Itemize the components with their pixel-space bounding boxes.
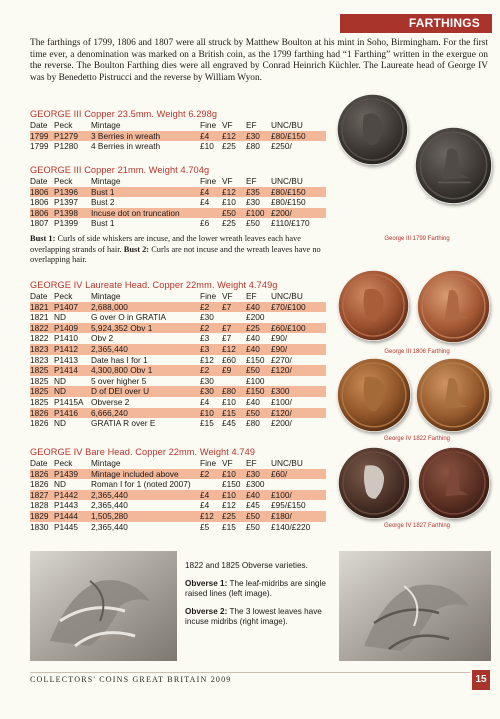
cell-ef: £150 — [246, 386, 265, 397]
table-title: GEORGE IV Laureate Head. Copper 22mm. Weight 4.749g — [30, 280, 278, 290]
cell-ef: £50 — [246, 521, 260, 532]
obverse-1-label: Obverse 1: — [185, 578, 228, 588]
caption-1822: George IV 1822 Farthing — [383, 436, 451, 442]
cell-unc: £80/£150 — [271, 186, 306, 197]
bust-note — [30, 234, 334, 266]
cell-vf: £12 — [222, 500, 236, 511]
cell-ef: £50 — [246, 218, 260, 229]
cell-mintage: 2,688,000 — [91, 301, 128, 312]
cell-date: 1826 — [30, 418, 49, 429]
cell-mintage: 2,365,440 — [91, 521, 128, 532]
cell-fine — [200, 479, 222, 490]
cell-date: 1829 — [30, 510, 49, 521]
cell-vf: £10 — [222, 468, 236, 479]
cell-ef: £40 — [246, 333, 260, 344]
cell-peck: P1407 — [54, 301, 78, 312]
price-table-george3-1799 — [30, 109, 326, 152]
cell-fine: £2 — [200, 322, 210, 333]
cell-mintage: 4,300,800 Obv 1 — [91, 365, 153, 376]
cell-ef: £40 — [246, 301, 260, 312]
cell-mintage: GRATIA R over E — [91, 418, 156, 429]
cell-fine: £12 — [200, 510, 214, 521]
cell-unc: £60/ — [271, 468, 288, 479]
section-tab: FARTHINGS — [340, 14, 492, 33]
cell-unc: £60/£100 — [271, 322, 306, 333]
cell-vf: £10 — [222, 489, 236, 500]
cell-fine: £4 — [200, 489, 210, 500]
table-title: GEORGE III Copper 21mm. Weight 4.704g — [30, 165, 210, 175]
table-title: GEORGE IV Bare Head. Copper 22mm. Weight 4.749 — [30, 447, 256, 457]
cell-vf: £12 — [222, 130, 236, 141]
cell-fine: £2 — [200, 468, 210, 479]
cell-date: 1821 — [30, 312, 49, 323]
cell-peck: ND — [54, 386, 66, 397]
cell-mintage: D of DEI over U — [91, 386, 150, 397]
cell-ef: £300 — [246, 479, 265, 490]
cell-fine: £12 — [200, 354, 214, 365]
cell-peck: P1399 — [54, 218, 78, 229]
header-ef: EF — [246, 291, 257, 301]
cell-unc: £180/ — [271, 510, 292, 521]
cell-mintage: 2,365,440 — [91, 343, 128, 354]
cell-mintage: 2,365,440 — [91, 489, 128, 500]
cell-date: 1825 — [30, 375, 49, 386]
cell-mintage: Obv 2 — [91, 333, 114, 344]
cell-mintage: 4 Berries in wreath — [91, 141, 161, 152]
table-row — [30, 418, 326, 429]
obverse-2-detail-image — [339, 551, 491, 661]
cell-peck: P1416 — [54, 407, 78, 418]
cell-fine: £4 — [200, 197, 210, 208]
cell-ef: £100 — [246, 375, 265, 386]
cell-date: 1806 — [30, 186, 49, 197]
cell-mintage: 3 Berries in wreath — [91, 130, 161, 141]
cell-peck: P1445 — [54, 521, 78, 532]
cell-peck: P1412 — [54, 343, 78, 354]
header-vf: VF — [222, 176, 233, 186]
cell-ef: £50 — [246, 365, 260, 376]
table-row — [30, 333, 326, 344]
cell-mintage: 5 over higher 5 — [91, 375, 147, 386]
table-header — [30, 120, 326, 131]
table-header — [30, 176, 326, 187]
bust1-text: Curls of side whiskers are incuse, and the lower wreath leaves each have overlapping strands of hair. — [30, 234, 301, 254]
cell-ef: £40 — [246, 343, 260, 354]
table-title: GEORGE III Copper 23.5mm. Weight 6.298g — [30, 109, 218, 119]
cell-ef: £35 — [246, 186, 260, 197]
coin-1799-reverse-image — [415, 127, 492, 204]
cell-ef: £200 — [246, 312, 265, 323]
price-table-george4-bare-head — [30, 447, 326, 532]
table-row — [30, 131, 326, 142]
cell-peck: P1415A — [54, 396, 84, 407]
obverse-1-description — [185, 579, 333, 600]
coin-1822-obverse-image — [337, 358, 411, 432]
cell-ef: £80 — [246, 418, 260, 429]
cell-mintage: 6,666,240 — [91, 407, 128, 418]
table-row — [30, 323, 326, 334]
table-row — [30, 522, 326, 533]
cell-ef: £45 — [246, 500, 260, 511]
cell-unc: £200/ — [271, 207, 292, 218]
cell-date: 1828 — [30, 500, 49, 511]
cell-ef: £40 — [246, 489, 260, 500]
table-row — [30, 479, 326, 490]
cell-peck: P1439 — [54, 468, 78, 479]
header-date: Date — [30, 291, 48, 301]
table-row — [30, 218, 326, 229]
bust2-text: Curls are not incuse and the wreath leaves have no overlapping hair. — [30, 244, 321, 264]
coin-1806-obverse-image — [338, 270, 409, 341]
cell-date: 1823 — [30, 343, 49, 354]
cell-mintage: Bust 2 — [91, 197, 115, 208]
cell-ef: £30 — [246, 197, 260, 208]
header-fine: Fine — [200, 458, 217, 468]
cell-vf: £10 — [222, 396, 236, 407]
cell-peck: P1396 — [54, 186, 78, 197]
cell-peck: ND — [54, 479, 66, 490]
header-ef: EF — [246, 120, 257, 130]
header-ef: EF — [246, 176, 257, 186]
header-date: Date — [30, 176, 48, 186]
header-fine: Fine — [200, 176, 217, 186]
cell-vf: £50 — [222, 207, 236, 218]
header-vf: VF — [222, 458, 233, 468]
header-mintage: Mintage — [91, 458, 121, 468]
cell-peck: P1398 — [54, 207, 78, 218]
cell-vf: £7 — [222, 301, 232, 312]
page-number: 15 — [472, 670, 490, 690]
caption-1827: George IV 1827 Farthing — [383, 523, 451, 529]
cell-peck: P1414 — [54, 365, 78, 376]
cell-date: 1822 — [30, 322, 49, 333]
coin-1822-reverse-image — [416, 358, 490, 432]
cell-peck: P1410 — [54, 333, 78, 344]
cell-vf: £80 — [222, 386, 236, 397]
cell-fine: £3 — [200, 343, 210, 354]
cell-peck: P1279 — [54, 130, 78, 141]
cell-vf: £12 — [222, 343, 236, 354]
cell-date: 1821 — [30, 301, 49, 312]
table-row — [30, 141, 326, 152]
intro-paragraph: The farthings of 1799, 1806 and 1807 were all struck by Matthew Boulton at his mint in Soho, Birmingham. For the first time ever, a denomination was marked on a British coin, as the 1799 farthing had “1 Farthing” written in the exergue on the reverse. The Boulton Farthing dies were all engraved by Conrad Heinrich Küchler. The Laureate head of George IV was by Benedetto Pistrucci and the reverse by William Wyon. — [30, 38, 488, 83]
cell-fine: £10 — [200, 141, 214, 152]
table-row — [30, 312, 326, 323]
header-vf: VF — [222, 120, 233, 130]
cell-peck: ND — [54, 418, 66, 429]
table-row — [30, 197, 326, 208]
cell-ef: £150 — [246, 354, 265, 365]
cell-vf: £45 — [222, 418, 236, 429]
cell-vf: £25 — [222, 218, 236, 229]
cell-mintage: Obverse 2 — [91, 396, 130, 407]
cell-mintage: Date has I for 1 — [91, 354, 148, 365]
cell-unc: £300 — [271, 386, 290, 397]
bust1-label: Bust 1: — [30, 234, 56, 243]
cell-unc: £100/ — [271, 489, 292, 500]
cell-mintage: Incuse dot on truncation — [91, 207, 180, 218]
table-row — [30, 397, 326, 408]
table-row — [30, 490, 326, 501]
cell-unc: £80/£150 — [271, 197, 306, 208]
cell-peck: P1442 — [54, 489, 78, 500]
cell-fine: £6 — [200, 218, 210, 229]
obverse-2-text: The 3 lowest leaves have incuse midribs (right image). — [185, 606, 322, 626]
cell-unc: £70/£100 — [271, 301, 306, 312]
header-peck: Peck — [54, 458, 73, 468]
header-unc: UNC/BU — [271, 120, 303, 130]
cell-peck: P1443 — [54, 500, 78, 511]
varieties-heading: 1822 and 1825 Obverse varieties. — [185, 561, 308, 570]
table-row — [30, 469, 326, 480]
price-table-george3-1806 — [30, 165, 326, 229]
obverse-2-label: Obverse 2: — [185, 606, 228, 616]
cell-fine: £4 — [200, 130, 210, 141]
cell-date: 1807 — [30, 218, 49, 229]
cell-date: 1830 — [30, 521, 49, 532]
cell-unc: £200/ — [271, 418, 292, 429]
cell-unc — [271, 479, 326, 490]
header-unc: UNC/BU — [271, 176, 303, 186]
cell-unc: £90/ — [271, 343, 288, 354]
cell-vf: £60 — [222, 354, 236, 365]
cell-ef: £50 — [246, 407, 260, 418]
header-fine: Fine — [200, 291, 217, 301]
table-row — [30, 511, 326, 522]
cell-ef: £40 — [246, 396, 260, 407]
cell-peck: ND — [54, 312, 66, 323]
cell-date: 1825 — [30, 365, 49, 376]
cell-fine: £4 — [200, 396, 210, 407]
obverse-1-text: The leaf-midribs are single raised lines (left image). — [185, 578, 326, 598]
cell-peck: P1413 — [54, 354, 78, 365]
bust2-label: Bust 2: — [123, 244, 150, 254]
cell-unc — [271, 376, 326, 387]
cell-fine: £4 — [200, 186, 210, 197]
cell-unc: £250/ — [271, 141, 292, 152]
coin-1827-reverse-image — [418, 447, 490, 519]
cell-fine: £2 — [200, 365, 210, 376]
cell-date: 1799 — [30, 130, 49, 141]
cell-unc: £140/£220 — [271, 521, 311, 532]
cell-vf: £150 — [222, 479, 241, 490]
cell-peck: ND — [54, 375, 66, 386]
cell-vf: £7 — [222, 322, 232, 333]
cell-fine: £5 — [200, 521, 210, 532]
footer-divider — [30, 672, 470, 673]
cell-mintage: Mintage included above — [91, 468, 179, 479]
cell-peck: P1409 — [54, 322, 78, 333]
cell-fine: £4 — [200, 500, 210, 511]
table-row — [30, 355, 326, 366]
cell-fine: £2 — [200, 301, 210, 312]
cell-date: 1827 — [30, 489, 49, 500]
cell-unc: £120/ — [271, 365, 292, 376]
cell-fine: £3 — [200, 333, 210, 344]
cell-mintage: Bust 1 — [91, 218, 115, 229]
coin-1827-obverse-image — [338, 447, 410, 519]
cell-fine: £30 — [200, 312, 214, 323]
cell-vf: £25 — [222, 510, 236, 521]
cell-mintage: 5,924,352 Obv 1 — [91, 322, 153, 333]
coin-1799-obverse-image — [337, 94, 408, 165]
header-date: Date — [30, 120, 48, 130]
coin-1806-reverse-image — [417, 270, 490, 343]
header-mintage: Mintage — [91, 176, 121, 186]
cell-vf: £15 — [222, 407, 236, 418]
cell-date: 1825 — [30, 396, 49, 407]
cell-date: 1806 — [30, 197, 49, 208]
cell-date: 1823 — [30, 354, 49, 365]
caption-1799: George III 1799 Farthing — [384, 236, 450, 242]
table-row — [30, 408, 326, 419]
cell-unc — [271, 312, 326, 323]
cell-fine: £30 — [200, 386, 214, 397]
cell-date: 1826 — [30, 479, 49, 490]
table-row — [30, 344, 326, 355]
cell-date: 1822 — [30, 333, 49, 344]
cell-mintage: 1,505,280 — [91, 510, 128, 521]
cell-vf — [222, 376, 246, 387]
cell-mintage: 2,365,440 — [91, 500, 128, 511]
cell-vf: £7 — [222, 333, 232, 344]
table-row — [30, 500, 326, 511]
cell-ef: £25 — [246, 322, 260, 333]
header-unc: UNC/BU — [271, 458, 303, 468]
cell-fine: £15 — [200, 418, 214, 429]
header-mintage: Mintage — [91, 120, 121, 130]
header-vf: VF — [222, 291, 233, 301]
cell-peck: P1444 — [54, 510, 78, 521]
cell-mintage: Roman I for 1 (noted 2007) — [91, 479, 191, 490]
table-header — [30, 291, 326, 302]
cell-vf: £15 — [222, 521, 236, 532]
cell-ef: £50 — [246, 510, 260, 521]
table-row — [30, 302, 326, 313]
cell-vf: £9 — [222, 365, 232, 376]
cell-unc: £110/£170 — [271, 218, 310, 229]
header-peck: Peck — [54, 291, 73, 301]
cell-vf: £10 — [222, 197, 236, 208]
cell-ef: £30 — [246, 130, 260, 141]
table-row — [30, 208, 326, 219]
obverse-1-detail-image — [30, 551, 177, 661]
cell-mintage: Bust 1 — [91, 186, 115, 197]
cell-unc: £90/ — [271, 333, 288, 344]
cell-unc: £100/ — [271, 396, 292, 407]
cell-date: 1825 — [30, 386, 49, 397]
header-date: Date — [30, 458, 48, 468]
cell-peck: P1397 — [54, 197, 78, 208]
header-unc: UNC/BU — [271, 291, 303, 301]
obverse-varieties-note — [185, 561, 333, 635]
cell-fine — [200, 208, 222, 219]
footer-publication: COLLECTORS' COINS GREAT BRITAIN 2009 — [30, 675, 232, 684]
header-peck: Peck — [54, 120, 73, 130]
cell-fine: £30 — [200, 375, 214, 386]
price-table-george4-laureate — [30, 280, 326, 429]
cell-unc: £80/£150 — [271, 130, 306, 141]
cell-vf: £12 — [222, 186, 236, 197]
cell-mintage: G over O in GRATIA — [91, 312, 166, 323]
header-peck: Peck — [54, 176, 73, 186]
cell-ef: £80 — [246, 141, 260, 152]
cell-unc: £270/ — [271, 354, 292, 365]
table-row — [30, 376, 326, 387]
header-mintage: Mintage — [91, 291, 121, 301]
cell-peck: P1280 — [54, 141, 78, 152]
cell-unc: £120/ — [271, 407, 292, 418]
table-row — [30, 187, 326, 198]
cell-ef: £100 — [246, 207, 265, 218]
cell-unc: £95/£150 — [271, 500, 306, 511]
cell-ef: £30 — [246, 468, 260, 479]
cell-vf — [222, 312, 246, 323]
cell-date: 1799 — [30, 141, 49, 152]
cell-date: 1826 — [30, 407, 49, 418]
header-ef: EF — [246, 458, 257, 468]
header-fine: Fine — [200, 120, 217, 130]
cell-date: 1826 — [30, 468, 49, 479]
caption-1806: George III 1806 Farthing — [384, 349, 450, 355]
table-row — [30, 365, 326, 376]
cell-fine: £10 — [200, 407, 214, 418]
cell-vf: £25 — [222, 141, 236, 152]
cell-date: 1806 — [30, 207, 49, 218]
table-header — [30, 458, 326, 469]
table-row — [30, 386, 326, 397]
obverse-2-description — [185, 607, 333, 628]
